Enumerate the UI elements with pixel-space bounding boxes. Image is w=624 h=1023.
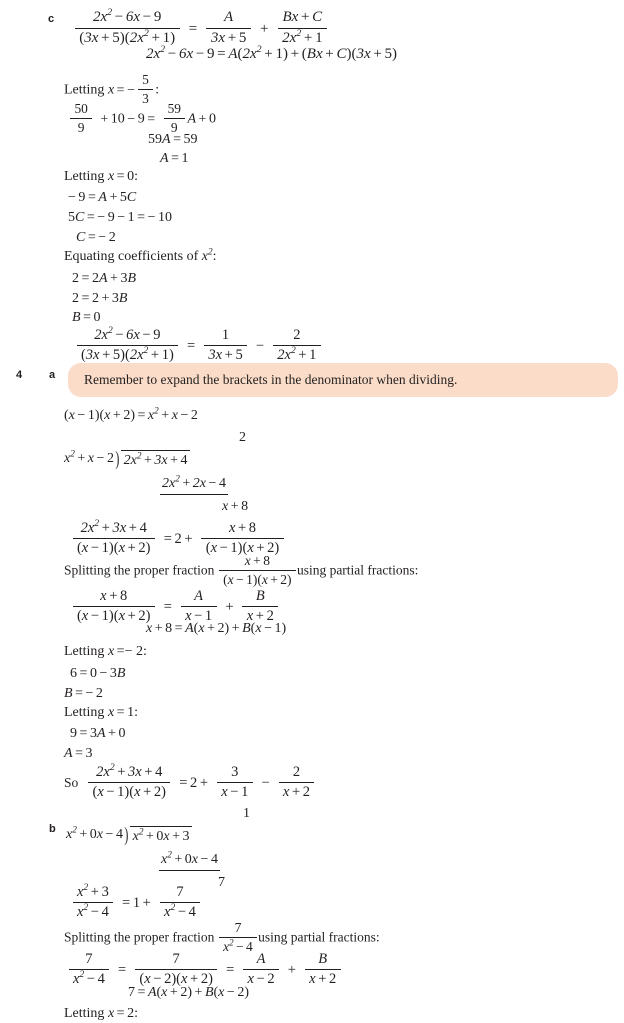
q4b-quotient: 1 [242, 806, 250, 821]
q4a-subtract-row: $2x^2 + 2x - 4$ [160, 475, 228, 495]
q4a-partial-fraction-setup: $\frac{x + 8}{(x - 1)(x + 2)}$ = $\frac{A}{x - 1}$ + $\frac{B}{x + 2}$ [70, 589, 281, 626]
q4b-long-division: 1 $x^2 + 0x - 4$ ) $x^2 + 0x + 3$ $x^2 + 0x - 4$ 7 [66, 806, 252, 892]
q4a-divisor: $x^2 + x - 2$ [64, 448, 114, 466]
q4a-identity: x + 8 = A(x + 2) + B(x − 1) [146, 621, 287, 636]
q3c-rhs-fraction-1: $\frac{A}{3x + 5}$ [206, 9, 251, 47]
q4a-equation-4: A = 3 [64, 746, 93, 761]
q3c-equation-9: B = 0 [72, 310, 101, 325]
q3c-answer: $\frac{2x^2 - 6x - 9}{(3x + 5)(2x^2 + 1)}$ = $\frac{1}{3x + 5}$ − $\frac{2}{2x^2 + 1}$ [74, 328, 323, 365]
q3c-equation-6: C = − 2 [76, 230, 116, 245]
q4b-improper-split: $\frac{x^2 + 3}{x^2 - 4}$ = 1 + $\frac{7}{x^2 - 4}$ [70, 885, 203, 922]
q4a-letting-2: Letting x = 1: [64, 705, 138, 720]
q3c-identity: $2x^2 - 6x - 9 = A(2x^2 + 1) + (Bx + C)(3x + 5)$ [146, 44, 397, 62]
q3c-equation-4: − 9 = A + 5C [68, 190, 137, 205]
q3c-equation-1: $\frac{50}{9}$ + 10 − 9 = $\frac{59}{9}$ A + 0 [68, 102, 216, 137]
q4a-dividend: $2x^2 + 3x + 4$ [121, 450, 190, 471]
q4a-improper-split: $\frac{2x^2 + 3x + 4}{(x - 1)(x + 2)}$ = 2 + $\frac{x + 8}{(x - 1)(x + 2)}$ [70, 521, 286, 558]
part-marker-c: c [48, 13, 55, 25]
q3c-equation-3: A = 1 [160, 151, 189, 166]
q4b-partial-fraction-setup: $\frac{7}{x^2 - 4}$ = $\frac{7}{(x - 2)(x + 2)}$ = $\frac{A}{x - 2}$ + $\frac{B}{x + 2}$ [66, 952, 343, 989]
q4a-splitting-pre: Splitting the proper fraction [64, 562, 215, 578]
q3c-letting-2: Letting x = 0: [64, 169, 138, 184]
hint-callout [68, 363, 618, 397]
q4b-splitting-pre: Splitting the proper fraction [64, 929, 215, 945]
part-marker-b: b [49, 823, 56, 835]
q3c-equation-7: 2 = 2A + 3B [72, 271, 136, 286]
question-number-4: 4 [16, 369, 23, 381]
q4b-identity: 7 = A(x + 2) + B(x − 2) [128, 985, 249, 1000]
part-marker-a: a [49, 369, 56, 381]
q3c-equation-8: 2 = 2 + 3B [72, 291, 128, 306]
q3c-letting-1: Letting x = − $\frac{5}{3}$ : [64, 72, 160, 107]
q4a-splitting-label: Splitting the proper fraction $\frac{x + 8}{(x - 1)(x + 2)}$ using partial fractions: [64, 553, 419, 588]
hint-text: Remember to expand the brackets in the denominator when dividing. [84, 372, 458, 387]
q4a-equation-1: 6 = 0 − 3B [70, 666, 126, 681]
q4a-equation-3: 9 = 3A + 0 [70, 726, 126, 741]
q4a-splitting-post: using partial fractions: [296, 562, 419, 578]
q3c-lhs-fraction: $\frac{2x^2 - 6x - 9}{(3x + 5)(2x^2 + 1)}$ [75, 9, 180, 47]
q3c-equating-label: Equating coefficients of $x^2$: [64, 246, 217, 264]
q3c-setup-equation: $\frac{2x^2 - 6x - 9}{(3x + 5)(2x^2 + 1)}$ = $\frac{A}{3x + 5}$ + $\frac{Bx + C}{2x^2 + 1}$ [72, 10, 330, 48]
q3c-equation-5: 5C = − 9 − 1 = − 10 [68, 210, 172, 225]
q4a-letting-1: Letting x =− 2: [64, 644, 147, 659]
q4a-final-answer: So $\frac{2x^2 + 3x + 4}{(x - 1)(x + 2)}$ = 2 + $\frac{3}{x - 1}$ − $\frac{2}{x + 2}$ [64, 765, 317, 802]
q4a-remainder: x + 8 [222, 498, 249, 514]
q4a-expand: $(x - 1)(x + 2) = x^2 + x - 2$ [64, 405, 198, 423]
q4a-quotient: 2 [238, 430, 246, 445]
q3c-value-neg-five-thirds: $\frac{5}{3}$ [138, 72, 153, 107]
q4b-letting-1: Letting x = 2: [64, 1006, 138, 1021]
q4b-divisor: $x^2 + 0x - 4$ [66, 824, 123, 842]
q4b-remainder: 7 [218, 874, 225, 890]
q4b-subtract-row: $x^2 + 0x - 4$ [159, 851, 220, 871]
q4b-dividend: $x^2 + 0x + 3$ [130, 826, 192, 847]
q3c-rhs-fraction-2: $\frac{Bx + C}{2x^2 + 1}$ [278, 9, 327, 47]
q4b-splitting-label: Splitting the proper fraction $\frac{7}{x^2 - 4}$ using partial fractions: [64, 920, 380, 955]
q4b-splitting-post: using partial fractions: [258, 929, 380, 945]
q4a-equation-2: B = − 2 [64, 686, 103, 701]
q4a-long-division: 2 $x^2 + x - 2$ ) $2x^2 + 3x + 4$ $2x^2 + 2x - 4$ x + 8 [64, 430, 248, 516]
q3c-equation-2: 59A = 59 [148, 132, 198, 147]
q4a-so-label: So [64, 774, 79, 790]
